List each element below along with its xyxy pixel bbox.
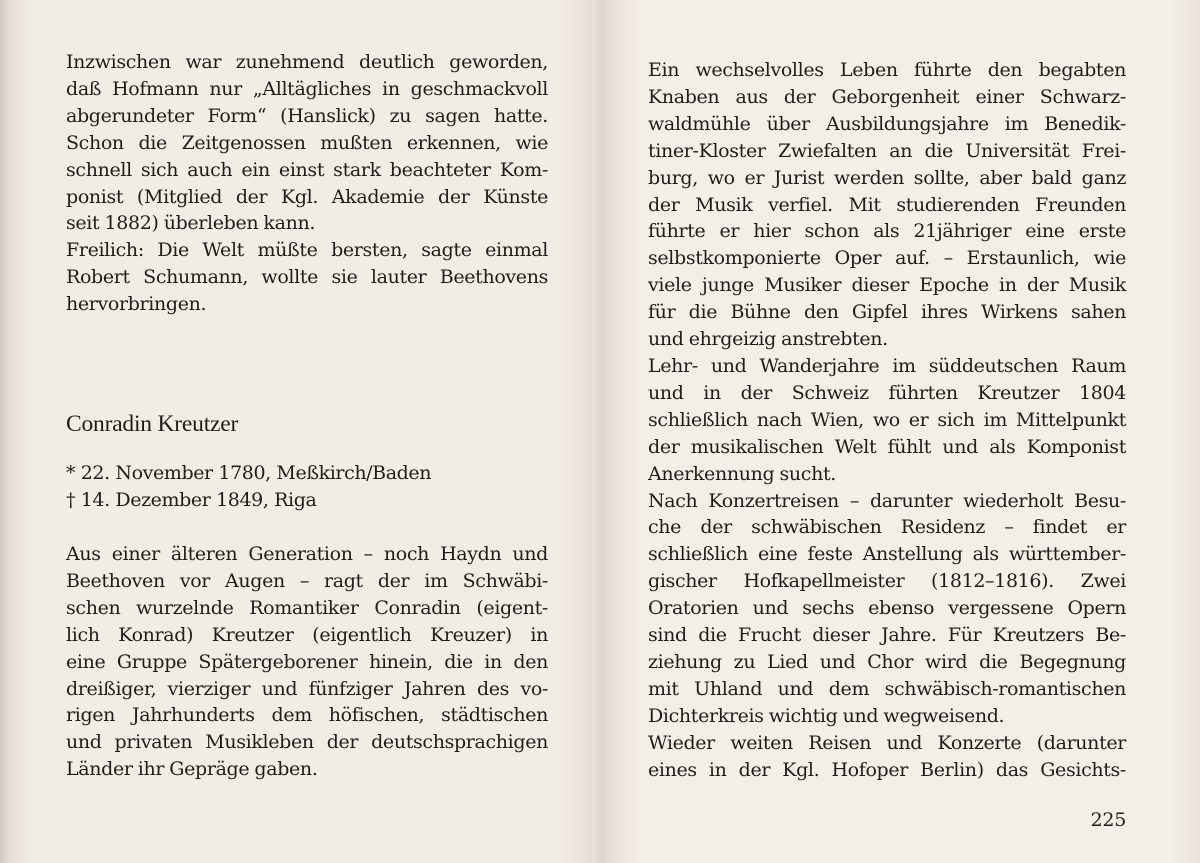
text-line: gischer Hofkapellmeister (1812–1816). Zwei [648,570,1126,593]
text-line: Beethoven vor Augen – ragt der im Schwäbi- [66,569,548,592]
intro-paragraph [66,49,548,318]
right-page-text [648,57,1126,783]
text-line: burg, wo er Jurist werden sollte, aber bald ganz [648,166,1126,189]
text-line: selbstkomponierte Oper auf. – Erstaunlich, wie [648,247,1126,270]
text-line: Anerkennung sucht. [648,462,836,485]
text-line: dreißiger, vierziger und fünfziger Jahren des vo- [66,677,548,700]
text-line: und privaten Musikleben der deutschsprachigen [66,731,548,754]
text-line: Knaben aus der Geborgenheit einer Schwarz- [648,85,1126,108]
text-line: rigen Jahrhunderts dem höfischen, städtischen [66,704,548,727]
text-line: ziehung zu Lied und Chor wird die Begegnung [648,650,1126,673]
birth-date: * 22. November 1780, Meßkirch/Baden [66,462,432,484]
text-line: eines in der Kgl. Hofoper Berlin) das Gesichts- [648,758,1126,781]
text-line: mit Uhland und dem schwäbisch-romantischen [648,677,1126,700]
text-line: seit 1882) überleben kann. [66,212,316,235]
right-page [648,0,1126,863]
biography-paragraph [66,541,548,783]
text-line: schließlich nach Wien, wo er sich im Mittelpunkt [648,408,1126,431]
text-line: sind die Frucht dieser Jahre. Für Kreutzers Be- [648,624,1126,647]
text-line: lich Konrad) Kreutzer (eigentlich Kreuzer) in [66,623,548,646]
text-line: Aus einer älteren Generation – noch Haydn und [66,543,548,565]
text-line: eine Gruppe Spätergeborener hinein, die in den [66,650,548,673]
life-dates [66,460,431,514]
text-line: waldmühle über Ausbildungsjahre im Benedik- [648,112,1126,135]
text-line: führte er hier schon als 21jähriger eine erste [648,220,1126,243]
text-line: hervorbringen. [66,293,207,316]
text-line: Freilich: Die Welt müßte bersten, sagte einmal [66,239,548,262]
text-line: viele junge Musiker dieser Epoche in der Musik [648,274,1126,297]
text-line: schnell sich auch ein einst stark beachteter Kom- [66,158,548,181]
text-line: Dichterkreis wichtig und wegweisend. [648,704,1005,727]
text-line: Inzwischen war zunehmend deutlich geworden, [66,51,548,73]
text-line: Oratorien und sechs ebenso vergessene Opern [648,597,1126,620]
text-line: Nach Konzertreisen – darunter wiederholt Besu- [648,489,1126,512]
section-heading: Conradin Kreutzer [66,411,239,437]
left-page [66,0,548,863]
text-line: Robert Schumann, wollte sie lauter Beethovens [66,266,548,289]
text-line: abgerundeter Form“ (Hanslick) zu sagen hatte. [66,104,548,127]
death-date: † 14. Dezember 1849, Riga [66,489,317,511]
text-line: Schon die Zeitgenossen mußten erkennen, wie [66,131,548,154]
text-line: und ehrgeizig anstrebten. [648,328,888,351]
page-number: 225 [1090,809,1126,831]
text-line: Lehr- und Wanderjahre im süddeutschen Raum [648,354,1126,377]
text-line: tiner-Kloster Zwiefalten an die Universität Frei- [648,139,1126,162]
text-line: Ein wechselvolles Leben führte den begabten [648,59,1126,81]
text-line: che der schwäbischen Residenz – findet er [648,516,1126,539]
text-line: daß Hofmann nur „Alltägliches in geschmackvoll [66,77,548,100]
text-line: für die Bühne den Gipfel ihres Wirkens sahen [648,301,1126,324]
text-line: der Musik verfiel. Mit studierenden Freunden [648,193,1126,216]
text-line: schen wurzelnde Romantiker Conradin (eigent- [66,596,548,619]
text-line: Wieder weiten Reisen und Konzerte (darunter [648,731,1126,754]
text-line: ponist (Mitglied der Kgl. Akademie der Künste [66,185,548,208]
text-line: schließlich eine feste Anstellung als württember- [648,543,1126,566]
text-line: und in der Schweiz führten Kreutzer 1804 [648,381,1126,404]
text-line: Länder ihr Gepräge gaben. [66,758,318,781]
text-line: der musikalischen Welt fühlt und als Komponist [648,435,1126,458]
